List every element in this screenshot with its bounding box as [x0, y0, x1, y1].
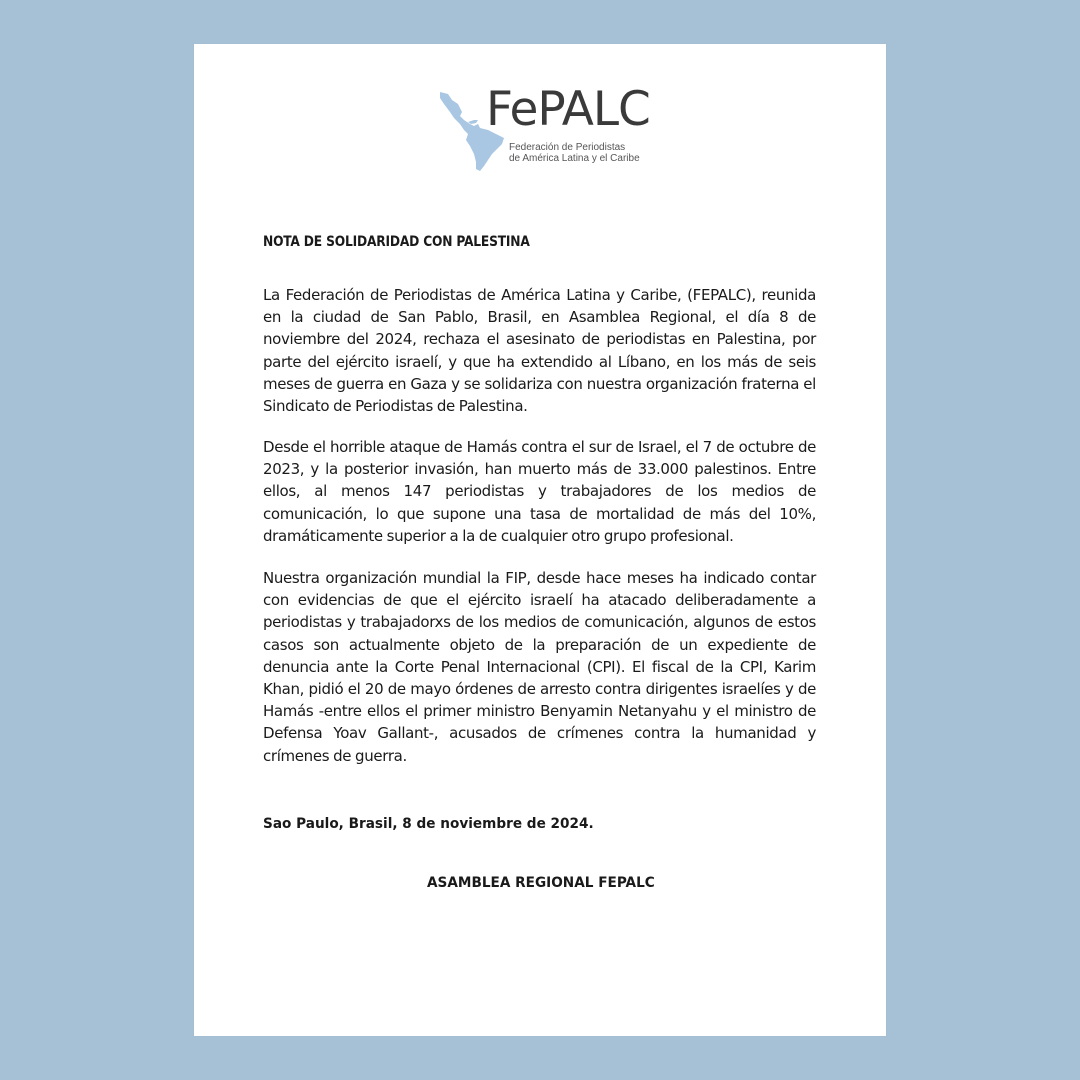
logo-subtitle-line-1: Federación de Periodistas [509, 142, 626, 153]
paragraph-2: Desde el horrible ataque de Hamás contra el sur de Israel, el 7 de octubre de 2023, y la posterior invasión, han muerto más de 33.000 palestinos. Entre ellos, al menos 147 periodistas y trabajadores de los medios de comunicación, lo que supone una tasa de mortalidad de más del 10%, dramáticamente superior a la de cualquier otro grupo profesional. [263, 438, 816, 545]
paragraph-3: Nuestra organización mundial la FIP, desde hace meses ha indicado contar con evidencias de que el ejército israelí ha atacado deliberadamente a periodistas y trabajadorxs de los medios de comunicación, algunos de estos casos son actualmente objeto de la preparación de un expediente de denuncia ante la Corte Penal Internacional (CPI). El fiscal de la CPI, Karim Khan, pidió el 20 de mayo órdenes de arresto contra dirigentes israelíes y de Hamás -entre ellos el primer ministro Benyamin Netanyahu y el ministro de Defensa Yoav Gallant-, acusados de crímenes contra la humanidad y crímenes de guerra. [263, 569, 816, 765]
signature: ASAMBLEA REGIONAL FEPALC [427, 875, 655, 891]
logo-wordmark: FePALC [486, 82, 650, 137]
fepalc-logo [438, 82, 650, 170]
place-date: Sao Paulo, Brasil, 8 de noviembre de 2024. [263, 816, 594, 832]
logo-subtitle-line-2: de América Latina y el Caribe [509, 153, 640, 164]
document-page [194, 44, 886, 1036]
paragraph-1: La Federación de Periodistas de América Latina y Caribe, (FEPALC), reunida en la ciudad de San Pablo, Brasil, en Asamblea Regional, el día 8 de noviembre del 2024, rechaza el asesinato de periodistas en Palestina, por parte del ejército israelí, y que ha extendido al Líbano, en los más de seis meses de guerra en Gaza y se solidariza con nuestra organización fraterna el Sindicato de Periodistas de Palestina. [263, 286, 816, 416]
document-title: NOTA DE SOLIDARIDAD CON PALESTINA [263, 234, 530, 250]
logo-subtitle [509, 142, 640, 164]
document-body [263, 234, 816, 891]
